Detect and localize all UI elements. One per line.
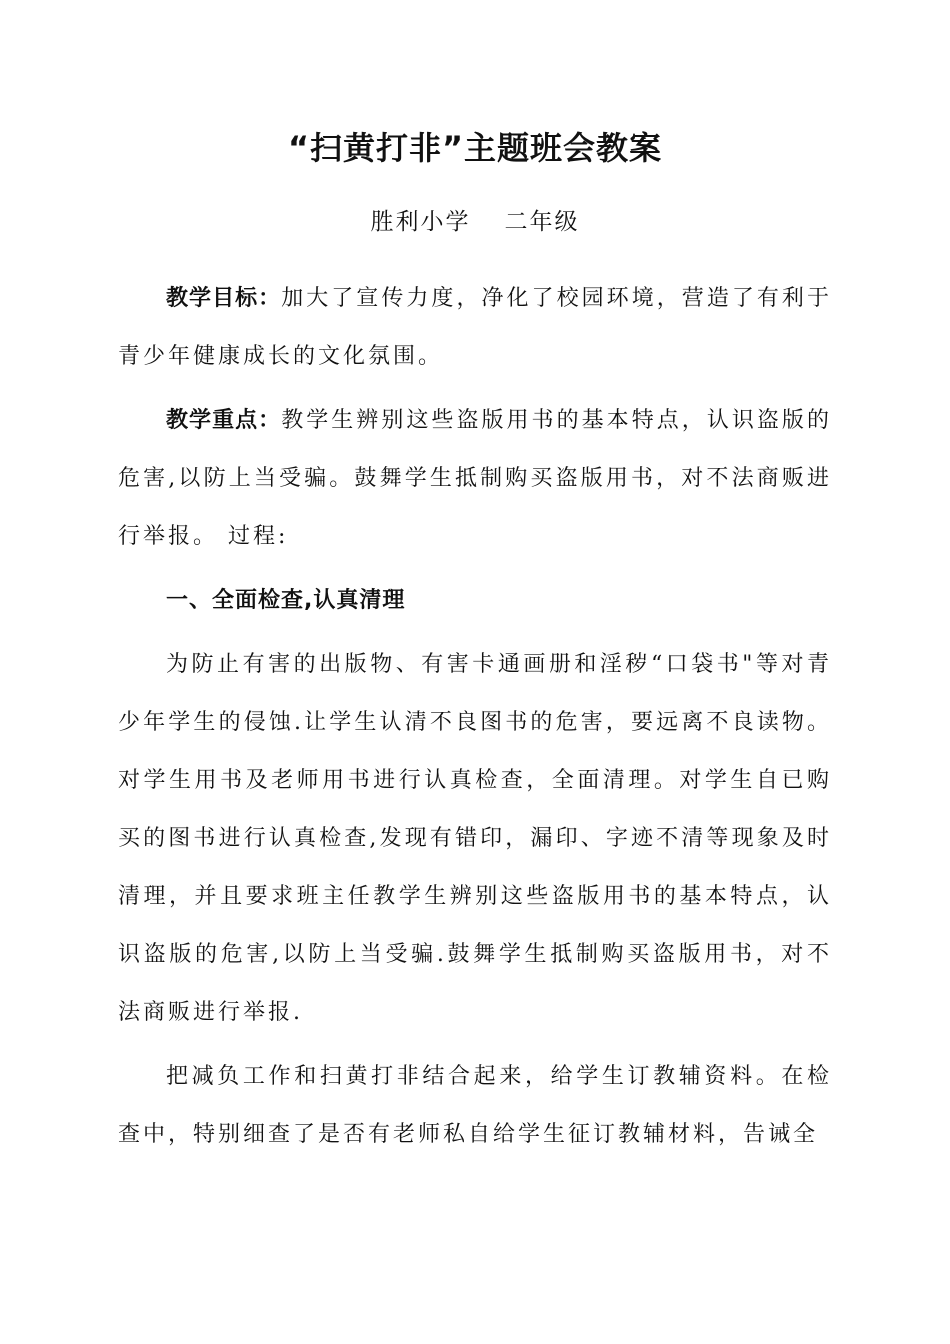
focus-label: 教学重点：	[166, 408, 282, 433]
objective-text: 加大了宣传力度，净化了校园环境，营造了有利于青少年健康成长的文化氛围。	[118, 286, 832, 369]
section-heading: 一、全面检查,认真清理	[166, 588, 406, 613]
objective-label: 教学目标：	[166, 286, 282, 311]
focus-text: 教学生辨别这些盗版用书的基本特点，认识盗版的危害,以防上当受骗。鼓舞学生抵制购买盗版用书，对不法商贩进行举报。 过程:	[118, 408, 832, 549]
grade-label: 二年级	[504, 209, 580, 235]
document-title: “扫黄打非”主题班会教案	[287, 129, 663, 167]
body-paragraph-2: 把减负工作和扫黄打非结合起来，给学生订教辅资料。在检查中，特别细查了是否有老师私自给学生征订教辅材料，告诫全	[118, 1064, 832, 1147]
body-paragraph-1: 为防止有害的出版物、有害卡通画册和淫秽“口袋书"等对青少年学生的侵蚀.让学生认清不良图书的危害，要远离不良读物。 对学生用书及老师用书进行认真检查，全面清理。对学生自已购买的图书进行认真检查,发现有错印，漏印、字迹不清等现象及时清理，并且要求班主任教学生辨别这些盗版用书的基本特点，认识盗版的危害,以防上当受骗.鼓舞学生抵制购买盗版用书，对不法商贩进行举报.	[118, 652, 832, 1025]
document-subtitle	[0, 204, 950, 240]
focus-paragraph	[118, 392, 832, 566]
objective-paragraph	[118, 270, 832, 386]
document-body	[118, 270, 832, 1164]
school-name: 胜利小学	[370, 209, 471, 235]
